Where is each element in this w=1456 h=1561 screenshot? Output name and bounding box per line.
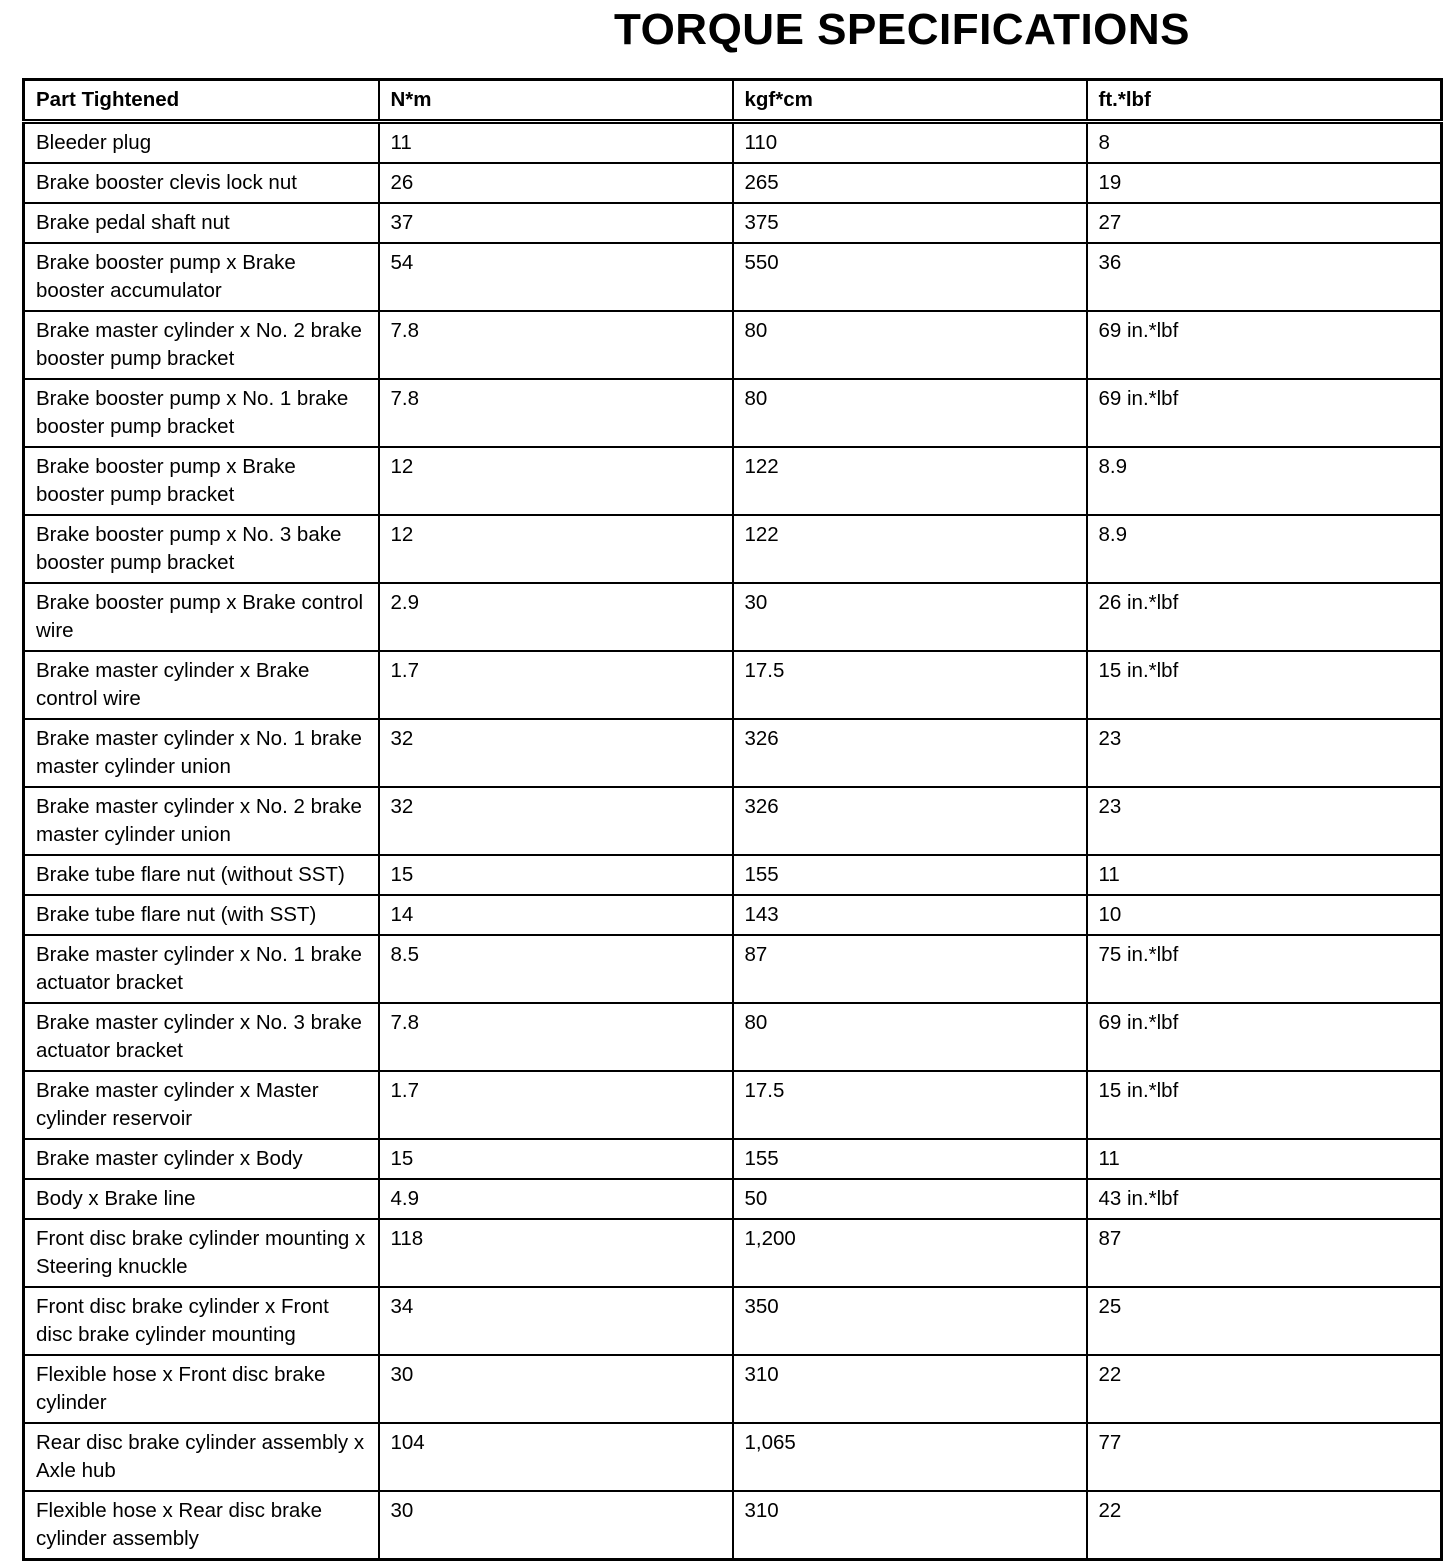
cell-ft-lbf: 15 in.*lbf [1087, 651, 1442, 719]
cell-part: Brake booster pump x Brake booster pump bracket [24, 447, 379, 515]
cell-ft-lbf: 75 in.*lbf [1087, 935, 1442, 1003]
cell-part: Brake master cylinder x Brake control wire [24, 651, 379, 719]
cell-part: Brake booster pump x No. 3 bake booster pump bracket [24, 515, 379, 583]
header-ft-lbf: ft.*lbf [1087, 80, 1442, 122]
cell-nm: 118 [379, 1219, 733, 1287]
cell-nm: 7.8 [379, 311, 733, 379]
cell-nm: 30 [379, 1491, 733, 1560]
cell-kgf-cm: 1,065 [733, 1423, 1087, 1491]
cell-part: Brake pedal shaft nut [24, 203, 379, 243]
cell-kgf-cm: 310 [733, 1355, 1087, 1423]
table-row [24, 163, 1442, 203]
cell-part: Body x Brake line [24, 1179, 379, 1219]
cell-kgf-cm: 17.5 [733, 651, 1087, 719]
table-row [24, 1179, 1442, 1219]
table-row [24, 1003, 1442, 1071]
cell-nm: 12 [379, 447, 733, 515]
cell-part: Rear disc brake cylinder assembly x Axle hub [24, 1423, 379, 1491]
cell-kgf-cm: 143 [733, 895, 1087, 935]
cell-kgf-cm: 122 [733, 515, 1087, 583]
table-row [24, 651, 1442, 719]
cell-kgf-cm: 155 [733, 1139, 1087, 1179]
cell-ft-lbf: 23 [1087, 719, 1442, 787]
cell-ft-lbf: 69 in.*lbf [1087, 311, 1442, 379]
cell-ft-lbf: 69 in.*lbf [1087, 1003, 1442, 1071]
table-row [24, 203, 1442, 243]
cell-nm: 15 [379, 1139, 733, 1179]
cell-part: Front disc brake cylinder x Front disc brake cylinder mounting [24, 1287, 379, 1355]
table-row [24, 311, 1442, 379]
cell-ft-lbf: 15 in.*lbf [1087, 1071, 1442, 1139]
table-row [24, 243, 1442, 311]
cell-kgf-cm: 310 [733, 1491, 1087, 1560]
page-title: TORQUE SPECIFICATIONS [614, 5, 1191, 54]
cell-part: Brake master cylinder x Master cylinder reservoir [24, 1071, 379, 1139]
cell-kgf-cm: 50 [733, 1179, 1087, 1219]
cell-part: Brake tube flare nut (with SST) [24, 895, 379, 935]
cell-nm: 1.7 [379, 651, 733, 719]
header-nm: N*m [379, 80, 733, 122]
cell-ft-lbf: 11 [1087, 855, 1442, 895]
cell-ft-lbf: 69 in.*lbf [1087, 379, 1442, 447]
cell-kgf-cm: 375 [733, 203, 1087, 243]
cell-kgf-cm: 122 [733, 447, 1087, 515]
table-row [24, 583, 1442, 651]
table-row [24, 1139, 1442, 1179]
header-kgf-cm: kgf*cm [733, 80, 1087, 122]
cell-kgf-cm: 30 [733, 583, 1087, 651]
cell-part: Brake tube flare nut (without SST) [24, 855, 379, 895]
cell-nm: 15 [379, 855, 733, 895]
cell-ft-lbf: 8.9 [1087, 515, 1442, 583]
cell-nm: 26 [379, 163, 733, 203]
cell-nm: 37 [379, 203, 733, 243]
cell-nm: 104 [379, 1423, 733, 1491]
table-row [24, 787, 1442, 855]
cell-nm: 14 [379, 895, 733, 935]
table-row [24, 447, 1442, 515]
cell-kgf-cm: 265 [733, 163, 1087, 203]
cell-part: Flexible hose x Rear disc brake cylinder assembly [24, 1491, 379, 1560]
cell-ft-lbf: 27 [1087, 203, 1442, 243]
cell-part: Brake master cylinder x No. 2 brake booster pump bracket [24, 311, 379, 379]
cell-nm: 32 [379, 719, 733, 787]
cell-ft-lbf: 8 [1087, 122, 1442, 164]
cell-ft-lbf: 10 [1087, 895, 1442, 935]
cell-nm: 1.7 [379, 1071, 733, 1139]
cell-ft-lbf: 25 [1087, 1287, 1442, 1355]
cell-ft-lbf: 43 in.*lbf [1087, 1179, 1442, 1219]
cell-ft-lbf: 8.9 [1087, 447, 1442, 515]
cell-kgf-cm: 110 [733, 122, 1087, 164]
cell-ft-lbf: 22 [1087, 1491, 1442, 1560]
cell-part: Bleeder plug [24, 122, 379, 164]
cell-ft-lbf: 11 [1087, 1139, 1442, 1179]
cell-nm: 30 [379, 1355, 733, 1423]
cell-part: Brake booster clevis lock nut [24, 163, 379, 203]
cell-nm: 11 [379, 122, 733, 164]
table-row [24, 1287, 1442, 1355]
cell-nm: 34 [379, 1287, 733, 1355]
table-header-row [24, 80, 1442, 122]
cell-kgf-cm: 350 [733, 1287, 1087, 1355]
cell-part: Brake booster pump x Brake booster accumulator [24, 243, 379, 311]
cell-ft-lbf: 22 [1087, 1355, 1442, 1423]
cell-nm: 4.9 [379, 1179, 733, 1219]
cell-kgf-cm: 80 [733, 311, 1087, 379]
table-row [24, 1355, 1442, 1423]
table-row [24, 1071, 1442, 1139]
table-body [24, 122, 1442, 1560]
table-row [24, 935, 1442, 1003]
cell-part: Brake master cylinder x No. 3 brake actuator bracket [24, 1003, 379, 1071]
cell-kgf-cm: 326 [733, 719, 1087, 787]
cell-nm: 7.8 [379, 1003, 733, 1071]
cell-ft-lbf: 26 in.*lbf [1087, 583, 1442, 651]
cell-kgf-cm: 155 [733, 855, 1087, 895]
table-row [24, 719, 1442, 787]
cell-ft-lbf: 77 [1087, 1423, 1442, 1491]
cell-part: Front disc brake cylinder mounting x Steering knuckle [24, 1219, 379, 1287]
cell-nm: 12 [379, 515, 733, 583]
cell-nm: 2.9 [379, 583, 733, 651]
cell-part: Brake booster pump x Brake control wire [24, 583, 379, 651]
table-row [24, 1491, 1442, 1560]
torque-spec-table [22, 78, 1443, 1561]
cell-part: Brake master cylinder x No. 2 brake master cylinder union [24, 787, 379, 855]
header-part-tightened: Part Tightened [24, 80, 379, 122]
cell-kgf-cm: 80 [733, 379, 1087, 447]
table-row [24, 379, 1442, 447]
cell-nm: 8.5 [379, 935, 733, 1003]
table-row [24, 855, 1442, 895]
cell-kgf-cm: 1,200 [733, 1219, 1087, 1287]
cell-kgf-cm: 80 [733, 1003, 1087, 1071]
cell-nm: 7.8 [379, 379, 733, 447]
table-row [24, 1423, 1442, 1491]
cell-nm: 32 [379, 787, 733, 855]
cell-part: Brake booster pump x No. 1 brake booster pump bracket [24, 379, 379, 447]
cell-part: Brake master cylinder x Body [24, 1139, 379, 1179]
cell-nm: 54 [379, 243, 733, 311]
cell-part: Brake master cylinder x No. 1 brake actuator bracket [24, 935, 379, 1003]
cell-ft-lbf: 36 [1087, 243, 1442, 311]
cell-kgf-cm: 87 [733, 935, 1087, 1003]
table-row [24, 895, 1442, 935]
cell-ft-lbf: 23 [1087, 787, 1442, 855]
cell-ft-lbf: 19 [1087, 163, 1442, 203]
cell-part: Brake master cylinder x No. 1 brake master cylinder union [24, 719, 379, 787]
cell-kgf-cm: 17.5 [733, 1071, 1087, 1139]
table-row [24, 1219, 1442, 1287]
cell-ft-lbf: 87 [1087, 1219, 1442, 1287]
cell-part: Flexible hose x Front disc brake cylinder [24, 1355, 379, 1423]
cell-kgf-cm: 550 [733, 243, 1087, 311]
cell-kgf-cm: 326 [733, 787, 1087, 855]
table-row [24, 515, 1442, 583]
table-row [24, 122, 1442, 164]
